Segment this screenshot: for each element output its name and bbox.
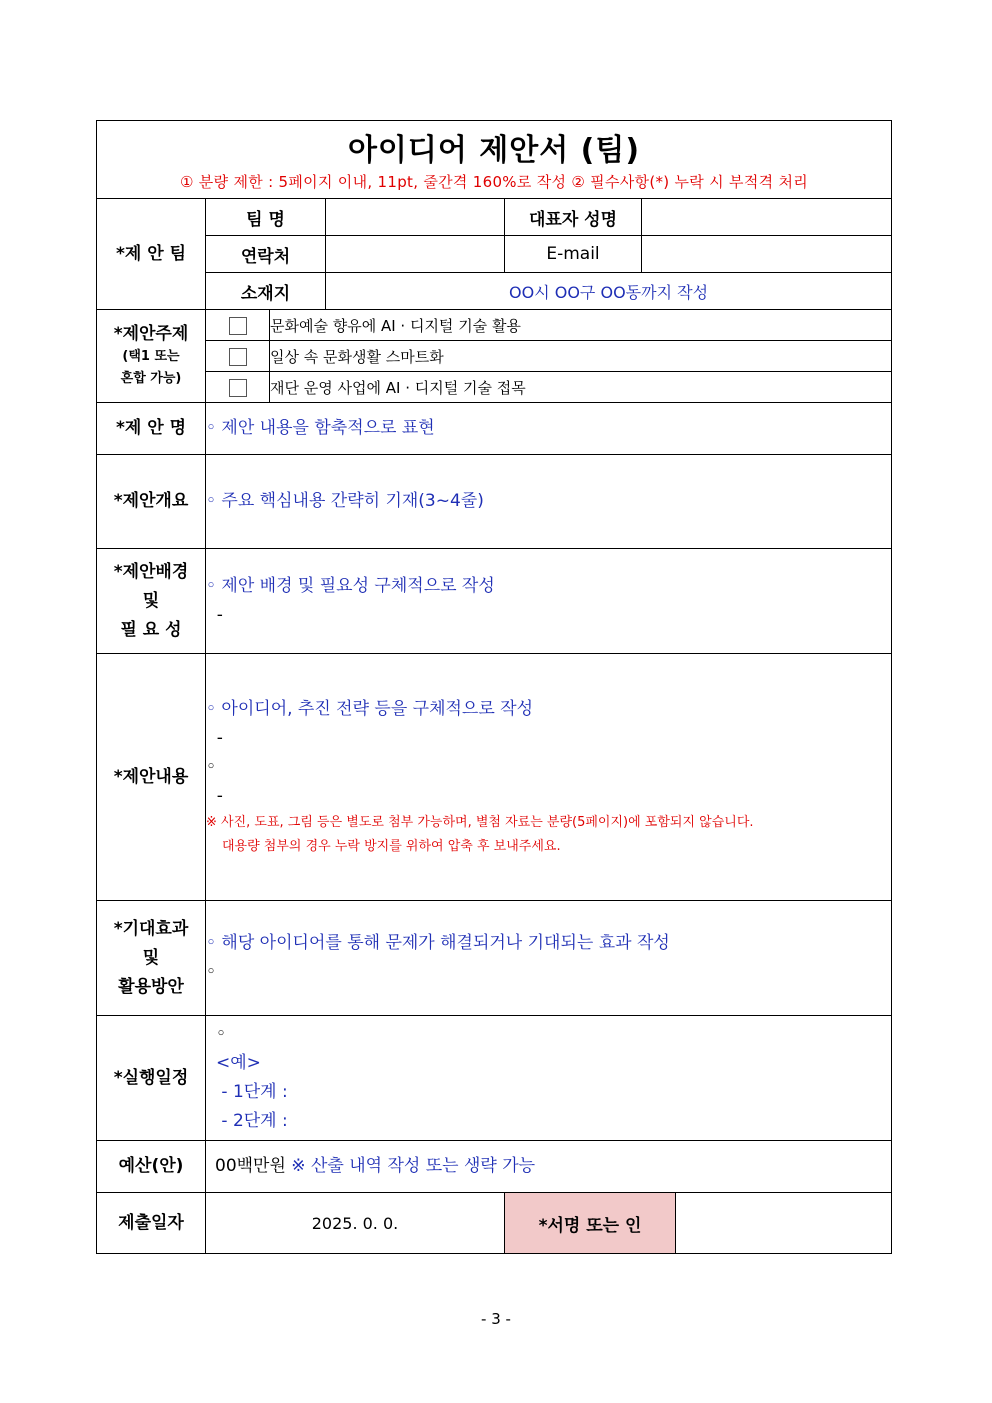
proposal-name-label: *제 안 명: [97, 403, 206, 455]
background-label-cell: [97, 549, 206, 654]
content-field[interactable]: [206, 654, 892, 901]
background-label-line2: 및: [142, 590, 160, 611]
topic-option-2: 일상 속 문화생활 스마트화: [270, 341, 892, 372]
page-title: 아이디어 제안서 (팀): [347, 133, 641, 168]
effect-label-line1: *기대효과: [113, 918, 189, 939]
topic-checkbox-cell-3: [206, 372, 270, 403]
title-cell: [97, 121, 892, 199]
effect-line-1: ◦ 해당 아이디어를 통해 문제가 해결되거나 기대되는 효과 작성: [206, 933, 670, 953]
budget-value: 00백만원: [215, 1156, 286, 1176]
form-table: [96, 120, 892, 1254]
email-label: E-mail: [505, 236, 642, 273]
effect-label-line2: 및: [142, 947, 160, 968]
location-field[interactable]: OO시 OO구 OO동까지 작성: [326, 273, 892, 310]
background-label-line3: 필 요 성: [120, 619, 182, 640]
signature-field[interactable]: [676, 1193, 892, 1254]
notice-text: ① 분량 제한 : 5페이지 이내, 11pt, 줄간격 160%로 작성 ② 필수사항(*) 누락 시 부적격 처리: [179, 173, 809, 191]
background-field[interactable]: [206, 549, 892, 654]
team-name-field[interactable]: [326, 199, 505, 236]
schedule-label: *실행일정: [97, 1016, 206, 1141]
leader-name-field[interactable]: [642, 199, 892, 236]
content-line-2: -: [206, 728, 223, 748]
topic-label-sub2: 혼합 가능): [120, 371, 182, 386]
contact-label: 연락처: [206, 236, 326, 273]
topic-checkbox-cell-2: [206, 341, 270, 372]
background-line-1: ◦ 제안 배경 및 필요성 구체적으로 작성: [206, 576, 495, 596]
signature-label: *서명 또는 인: [505, 1193, 676, 1254]
email-field[interactable]: [642, 236, 892, 273]
schedule-line-3: - 1단계 :: [216, 1082, 288, 1102]
topic-checkbox-3[interactable]: [229, 379, 247, 397]
content-line-1: ◦ 아이디어, 추진 전략 등을 구체적으로 작성: [206, 699, 534, 719]
effect-label-cell: [97, 901, 206, 1016]
topic-label-sub1: (택1 또는: [122, 349, 180, 364]
overview-field[interactable]: ◦ 주요 핵심내용 간략히 기재(3~4줄): [206, 455, 892, 549]
topic-checkbox-cell-1: [206, 310, 270, 341]
team-name-label: 팀 명: [206, 199, 326, 236]
budget-note: ※ 산출 내역 작성 또는 생략 가능: [285, 1156, 536, 1176]
submit-date-label: 제출일자: [97, 1193, 206, 1254]
topic-label-cell: [97, 310, 206, 403]
schedule-line-4: - 2단계 :: [216, 1111, 288, 1131]
content-note-1: ※ 사진, 도표, 그림 등은 별도로 첨부 가능하며, 별첨 자료는 분량(5페이지)에 포함되지 않습니다.: [206, 815, 754, 830]
topic-checkbox-2[interactable]: [229, 348, 247, 366]
budget-label: 예산(안): [97, 1141, 206, 1193]
schedule-line-1: ◦: [216, 1024, 227, 1044]
topic-option-1: 문화예술 향유에 AI · 디지털 기술 활용: [270, 310, 892, 341]
content-line-4: -: [206, 786, 223, 806]
topic-option-3: 재단 운영 사업에 AI · 디지털 기술 접목: [270, 372, 892, 403]
team-label: *제 안 팀: [97, 199, 206, 310]
proposal-form: [96, 120, 891, 1254]
submit-date-field[interactable]: 2025. 0. 0.: [206, 1193, 505, 1254]
content-line-3: ◦: [206, 757, 217, 777]
content-note-2: 대용량 첨부의 경우 누락 방지를 위하여 압축 후 보내주세요.: [222, 839, 561, 854]
effect-label-line3: 활용방안: [118, 976, 184, 997]
topic-label: *제안주제: [113, 324, 189, 344]
proposal-name-field[interactable]: ◦ 제안 내용을 함축적으로 표현: [206, 403, 892, 455]
background-line-2: -: [206, 605, 223, 625]
schedule-line-2: <예>: [216, 1053, 261, 1073]
content-label: *제안내용: [97, 654, 206, 901]
leader-name-label: 대표자 성명: [505, 199, 642, 236]
overview-label: *제안개요: [97, 455, 206, 549]
effect-field[interactable]: [206, 901, 892, 1016]
schedule-field[interactable]: [206, 1016, 892, 1141]
page-number: - 3 -: [481, 1310, 511, 1328]
effect-line-2: ◦: [206, 962, 217, 982]
contact-field[interactable]: [326, 236, 505, 273]
location-label: 소재지: [206, 273, 326, 310]
budget-field[interactable]: [206, 1141, 892, 1193]
topic-checkbox-1[interactable]: [229, 317, 247, 335]
background-label-line1: *제안배경: [113, 561, 189, 582]
